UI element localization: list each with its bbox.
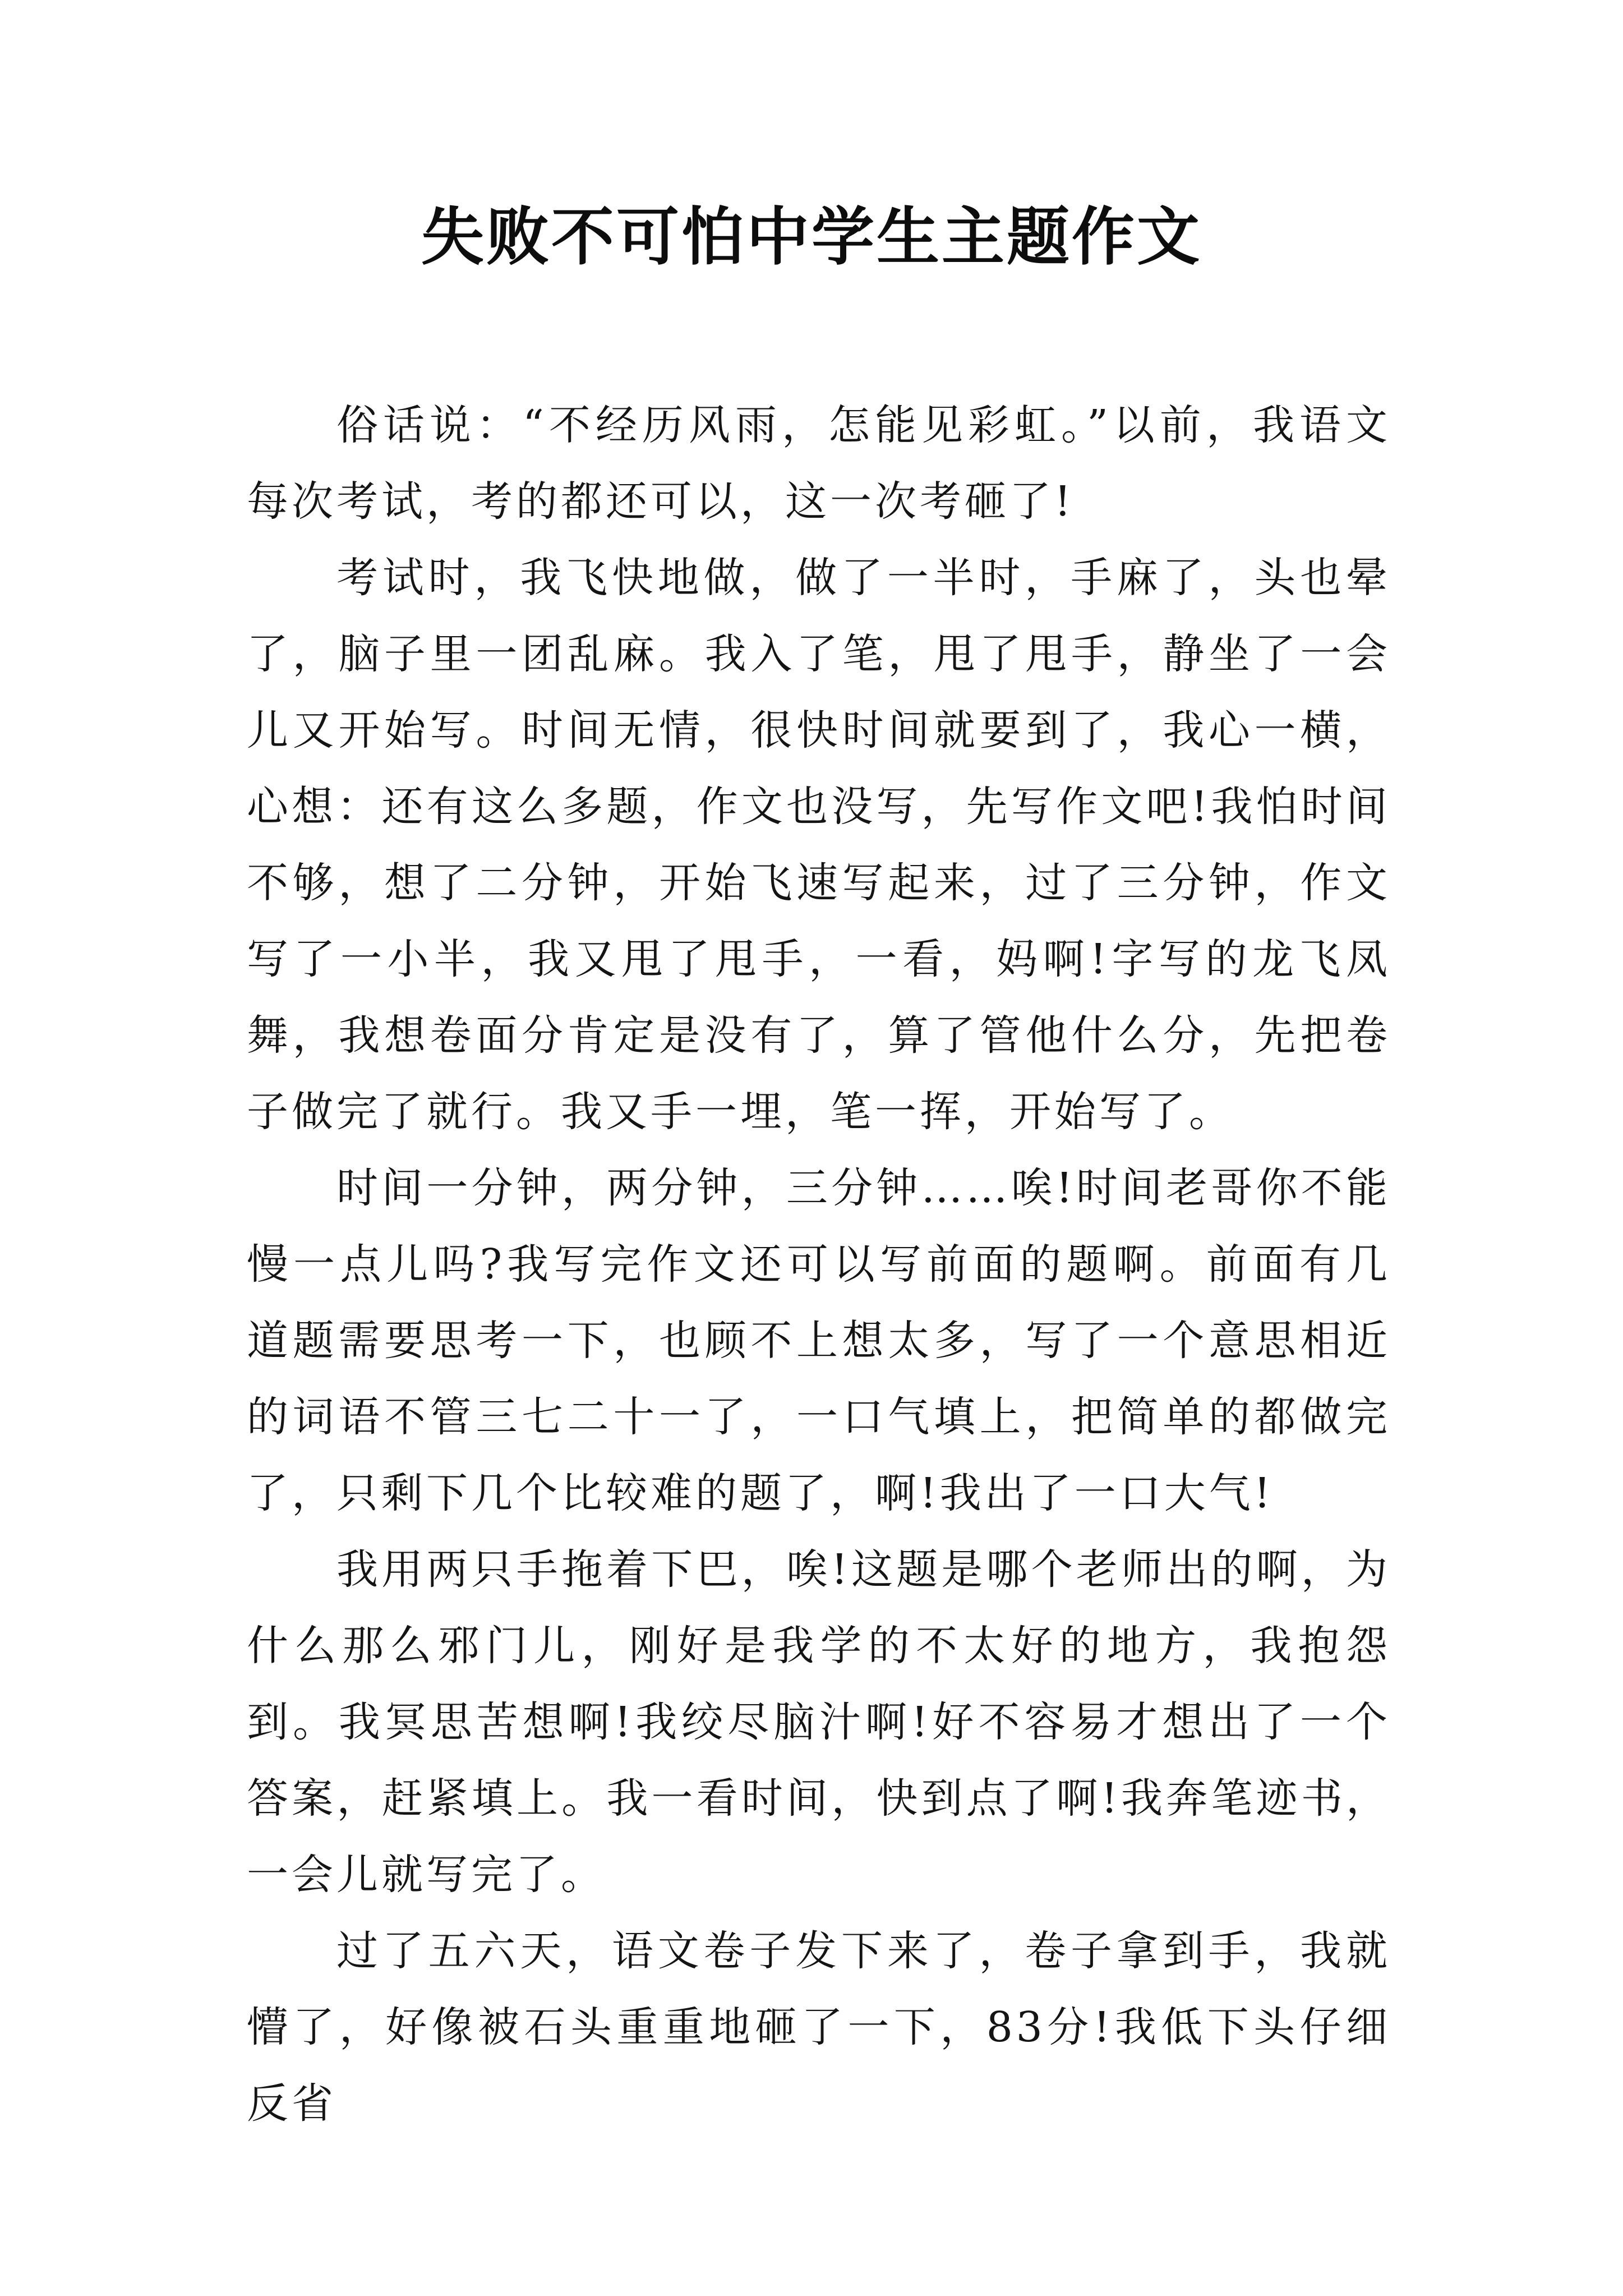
paragraph-3: 时间一分钟，两分钟，三分钟……唉!时间老哥你不能慢一点儿吗?我写完作文还可以写前面的题啊。前面有几道题需要思考一下，也顾不上想太多，写了一个意思相近的词语不管三七二十一了，一口气填上，把简单的都做完了，只剩下几个比较难的题了，啊!我出了一口大气! xyxy=(247,1164,1391,1517)
paragraph-5: 过了五六天，语文卷子发下来了，卷子拿到手，我就懵了，好像被石头重重地砸了一下，83分!我低下头仔细反省 xyxy=(247,1927,1391,2128)
paragraph-1: 俗话说：“不经历风雨，怎能见彩虹。”以前，我语文每次考试，考的都还可以，这一次考砸了! xyxy=(247,401,1391,526)
page-title: 失败不可怕中学生主题作文 xyxy=(421,200,1202,274)
essay-body xyxy=(247,387,1391,2142)
paragraph-4: 我用两只手拖着下巴，唉!这题是哪个老师出的啊，为什么那么邪门儿，刚好是我学的不太好的地方，我抱怨到。我冥思苦想啊!我绞尽脑汁啊!好不容易才想出了一个答案，赶紧填上。我一看时间，快到点了啊!我奔笔迹书，一会儿就写完了。 xyxy=(247,1545,1391,1899)
paragraph-2: 考试时，我飞快地做，做了一半时，手麻了，头也晕了，脑子里一团乱麻。我入了笔，甩了甩手，静坐了一会儿又开始写。时间无情，很快时间就要到了，我心一横，心想：还有这么多题，作文也没写，先写作文吧!我怕时间不够，想了二分钟，开始飞速写起来，过了三分钟，作文写了一小半，我又甩了甩手，一看，妈啊!字写的龙飞凤舞，我想卷面分肯定是没有了，算了管他什么分，先把卷子做完了就行。我又手一埋，笔一挥，开始写了。 xyxy=(247,554,1391,1136)
